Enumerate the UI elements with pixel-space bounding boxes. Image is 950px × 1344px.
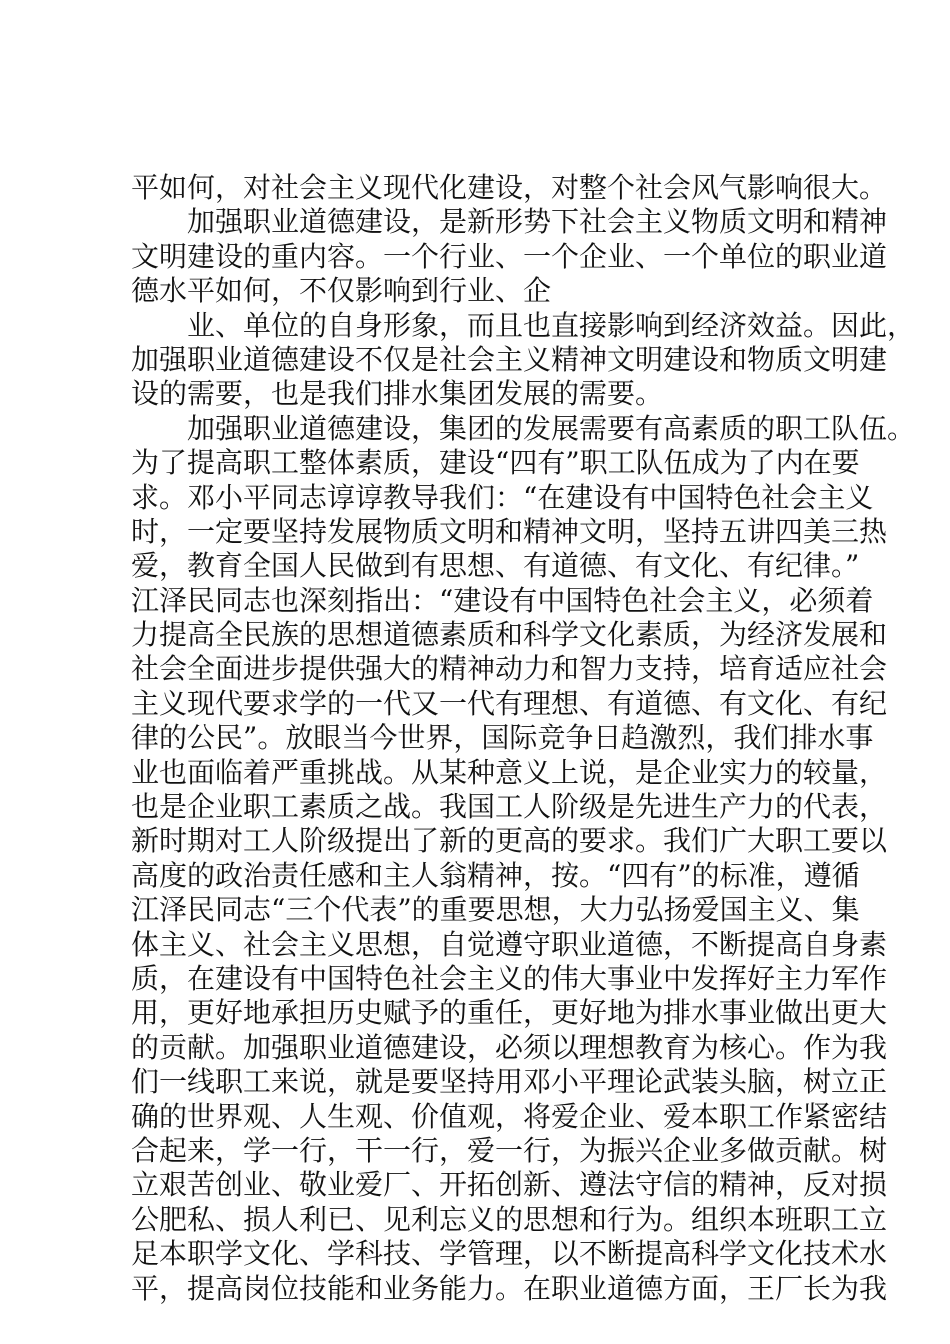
- text-line: 文明建设的重内容。一个行业、一个企业、一个单位的职业道: [131, 239, 888, 273]
- text-line: 主义现代要求学的一代又一代有理想、有道德、有文化、有纪: [131, 686, 888, 720]
- text-line: 社会全面进步提供强大的精神动力和智力支持，培育适应社会: [131, 652, 888, 686]
- text-line: 确的世界观、人生观、价值观，将爱企业、爱本职工作紧密结: [131, 1099, 888, 1133]
- text-line: 加强职业道德建设，是新形势下社会主义物质文明和精神: [187, 205, 888, 239]
- text-line: 公肥私、损人利已、见利忘义的思想和行为。组织本班职工立: [131, 1202, 888, 1236]
- text-line: 质，在建设有中国特色社会主义的伟大事业中发挥好主力军作: [131, 961, 888, 995]
- text-line: 平如何，对社会主义现代化建设，对整个社会风气影响很大。: [131, 171, 888, 204]
- text-line: 德水平如何，不仅影响到行业、企: [131, 274, 552, 308]
- text-line: 业也面临着严重挑战。从某种意义上说，是企业实力的较量，: [131, 755, 888, 789]
- text-line: 高度的政治责任感和主人翁精神，按。“四有”的标准，遵循: [131, 858, 860, 892]
- text-line: 用，更好地承担历史赋予的重任，更好地为排水事业做出更大: [131, 996, 888, 1030]
- text-line: 立艰苦创业、敬业爱厂、开拓创新、遵法守信的精神，反对损: [131, 1168, 888, 1202]
- text-line: 足本职学文化、学科技、学管理，以不断提高科学文化技术水: [131, 1237, 888, 1271]
- text-line: 加强职业道德建设，集团的发展需要有高素质的职工队伍。: [187, 411, 916, 445]
- text-line: 江泽民同志“三个代表”的重要思想，大力弘扬爱国主义、集: [131, 893, 860, 927]
- text-line: 爱，教育全国人民做到有思想、有道德、有文化、有纪律。”: [131, 549, 860, 583]
- text-line: 合起来，学一行，干一行，爱一行，为振兴企业多做贡献。树: [131, 1133, 888, 1167]
- text-line: 们一线职工来说，就是要坚持用邓小平理论武装头脑，树立正: [131, 1065, 888, 1099]
- text-line: 时，一定要坚持发展物质文明和精神文明，坚持五讲四美三热: [131, 514, 888, 548]
- text-line: 加强职业道德建设不仅是社会主义精神文明建设和物质文明建: [131, 342, 888, 376]
- text-line: 业、单位的自身形象，而且也直接影响到经济效益。因此，: [187, 308, 916, 342]
- text-line: 也是企业职工素质之战。我国工人阶级是先进生产力的代表，: [131, 790, 888, 824]
- text-line: 体主义、社会主义思想，自觉遵守职业道德，不断提高自身素: [131, 927, 888, 961]
- text-line: 江泽民同志也深刻指出：“建设有中国特色社会主义，必须着: [131, 583, 874, 617]
- text-line: 律的公民”。放眼当今世界，国际竞争日趋激烈，我们排水事: [131, 721, 874, 755]
- text-line: 平，提高岗位技能和业务能力。在职业道德方面，王厂长为我: [131, 1271, 888, 1305]
- text-line: 的贡献。加强职业道德建设，必须以理想教育为核心。作为我: [131, 1030, 888, 1064]
- text-line: 求。邓小平同志谆谆教导我们：“在建设有中国特色社会主义: [131, 480, 874, 514]
- text-line: 设的需要，也是我们排水集团发展的需要。: [131, 377, 664, 411]
- document-body: [131, 171, 916, 1306]
- text-line: 力提高全民族的思想道德素质和科学文化素质，为经济发展和: [131, 618, 888, 652]
- text-line: 为了提高职工整体素质，建设“四有”职工队伍成为了内在要: [131, 446, 860, 480]
- text-line: 新时期对工人阶级提出了新的更高的要求。我们广大职工要以: [131, 824, 888, 858]
